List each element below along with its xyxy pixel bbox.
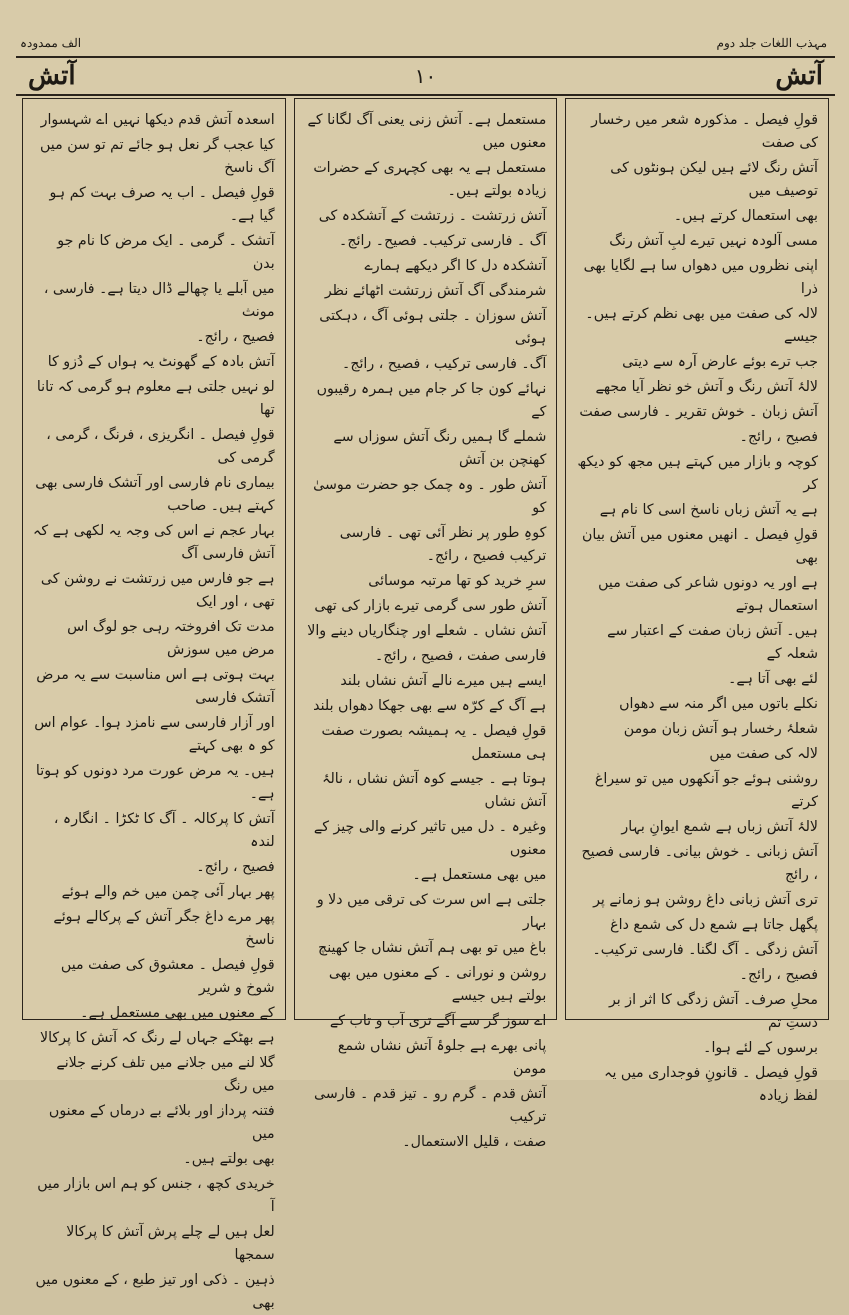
text-line: کوہِ طور پر نظر آئی تھی ۔ فارسی ترکیب فصیح ، رائج۔: [339, 525, 547, 564]
text-line: کے معنوں میں بھی مستعمل ہے۔: [80, 1005, 275, 1021]
text-line: فتنہ پرداز اور بلائے بے درماں کے معنوں میں: [48, 1103, 275, 1142]
column-left: [22, 98, 286, 1311]
text-line: ہے یہ آتش زباں ناسخ اسی کا نام ہے: [599, 502, 818, 518]
text-line: لالۂ آتش رنگ و آتش خو نظر آیا مجھے: [595, 379, 818, 395]
text-line: قولِ فیصل ۔ اب یہ صرف بہت کم ہو گیا ہے۔: [49, 185, 275, 224]
text-line: اسعدہ آتش قدم دیکھا نہیں اے شہسوار: [40, 112, 275, 128]
headword-left: آتش: [28, 61, 76, 91]
text-line: آتش زبانی ۔ خوش بیانی۔ فارسی فصیح ، رائج: [581, 844, 818, 883]
text-line: وغیرہ ۔ دل میں تاثیر کرنے والی چیز کے معنوں: [313, 819, 547, 858]
text-line: روشنی ہوئے جو آنکھوں میں تو سیراغ کرتے: [594, 771, 818, 810]
running-header: [20, 36, 827, 50]
text-line: فصیح ، رائج۔: [739, 429, 818, 445]
text-line: ذہین ۔ ذکی اور تیز طبع ، کے معنوں میں بھی: [35, 1272, 275, 1311]
text-line: برسوں کے لئے ہوا۔: [703, 1040, 818, 1056]
text-line: فارسی صفت ، فصیح ، رائج۔: [375, 648, 547, 664]
text-line: آتشک ۔ گرمی ۔ ایک مرض کا نام جو بدن: [57, 233, 275, 272]
column-middle: [294, 98, 558, 1150]
text-line: لالہ کی صفت میں: [709, 746, 818, 762]
text-line: ہے آگ کے کرّہ سے بھی جھکا دھواں بلند: [313, 698, 547, 714]
text-line: گلا لنے میں جلانے میں تلف کرنے جلانے میں رنگ: [56, 1055, 275, 1094]
text-line: پھر مرے داغ جگر آتش کے پرکالے ہوئے ناسخ: [53, 909, 275, 948]
text-line: قولِ فیصل ۔ انگریزی ، فرنگ ، گرمی ، گرمی کی: [46, 427, 275, 466]
text-line: آتش زبان ۔ خوش تقریر ۔ فارسی صفت: [579, 404, 818, 420]
text-line: فصیح ، رائج۔: [739, 967, 818, 983]
text-line: کیا عجب گر نعل ہو جائے تم تو سن میں آگ ناسخ: [40, 137, 275, 176]
text-columns: [18, 98, 833, 1311]
text-line: بیماری نام فارسی اور آتشک فارسی بھی کہتے ہیں۔ صاحب: [35, 475, 275, 514]
text-line: پانی بھرے ہے جلوۂ آتش نشاں شمع مومن: [337, 1038, 547, 1077]
text-line: صفت ، قلیل الاستعمال۔: [402, 1134, 547, 1150]
text-line: ہوتا ہے ۔ جیسے کوہ آتش نشاں ، نالۂ آتش نشاں: [322, 771, 547, 810]
text-line: شملے گا ہمیں رنگ آتش سوزاں سے کھنچن بن آتش: [333, 429, 547, 468]
text-line: لالۂ آتش زباں ہے شمع ایوانِ بہار: [621, 819, 818, 835]
text-line: آتش نشاں ۔ شعلے اور چنگاریاں دینے والا: [307, 623, 547, 639]
text-line: شعلۂ رخسار ہو آتش زبان مومن: [623, 721, 818, 737]
text-line: جب ترے بوئے عارض آرہ سے دیتی: [622, 354, 818, 370]
text-line: بہار عجم نے اس کی وجہ یہ لکھی ہے کہ آتش فارسی آگ: [33, 523, 275, 562]
text-line: میں آبلے یا چھالے ڈال دیتا ہے۔ فارسی ، مونث: [43, 281, 275, 320]
text-line: ہیں۔ یہ مرض عورت مرد دونوں کو ہوتا ہے۔: [35, 763, 275, 802]
book-title: مہذب اللغات جلد دوم: [716, 36, 827, 50]
text-line: لو نہیں جلتی ہے معلوم ہو گرمی کہ تانا تھا: [36, 379, 275, 418]
text-line: مستعمل ہے یہ بھی کچہری کے حضرات زیادہ بولتے ہیں۔: [313, 160, 547, 199]
text-line: بھی بولتے ہیں۔: [183, 1151, 275, 1167]
text-line: آگ ۔ فارسی ترکیب۔ فصیح۔ رائج۔: [339, 233, 547, 249]
text-line: پگھل جاتا ہے شمع دل کی شمع داغ: [610, 917, 818, 933]
page-number: ۱۰: [414, 64, 437, 88]
text-line: ایسے ہیں میرے نالے آتش نشاں بلند: [340, 673, 547, 689]
text-line: آتش کا پرکالہ ۔ آگ کا ٹکڑا ۔ انگارہ ، لندہ: [53, 811, 275, 850]
text-line: قولِ فیصل ۔ معشوق کی صفت میں شوخ و شریر: [60, 957, 275, 996]
section-title: الف ممدودہ: [20, 36, 82, 50]
text-line: مدت تک افروختہ رہی جو لوگ اس مرض میں سوزش: [67, 619, 275, 658]
text-line: اپنی نظروں میں دھواں سا ہے لگایا بھی ذرا: [583, 258, 818, 297]
text-line: ہیں۔ آتش زبان صفت کے اعتبار سے شعلہ کے: [607, 623, 818, 662]
text-line: ہے اور یہ دونوں شاعر کی صفت میں استعمال ہوتے: [598, 575, 818, 614]
text-line: اے سوز گر سے آگے تری آب و تاب کے: [329, 1013, 547, 1029]
text-line: قولِ فیصل ۔ یہ ہمیشہ بصورت صفت ہی مستعمل: [321, 723, 547, 762]
text-line: فصیح ، رائج۔: [196, 329, 275, 345]
text-line: روشن و نورانی ۔ کے معنوں میں بھی بولتے ہیں جیسے: [328, 965, 547, 1004]
text-line: جلتی ہے اس سرت کی ترقی میں دلا و بہار: [316, 892, 547, 931]
text-line: آتش سوزان ۔ جلتی ہوئی آگ ، دہکتی ہوئی: [319, 308, 547, 347]
text-line: قولِ فیصل ۔ مذکورہ شعر میں رخسار کی صفت: [591, 112, 818, 151]
text-line: ہے جو فارس میں زرتشت نے روشن کی تھی ، اور ایک: [40, 571, 275, 610]
text-line: آتش طور ۔ وہ چمک جو حضرت موسیٰ کو: [313, 477, 547, 516]
text-line: خریدی کچھ ، جنس کو ہم اس بازار میں آ: [37, 1176, 275, 1215]
text-line: شرمندگی آگ آتش زرتشت اٹھائے نظر: [324, 283, 547, 299]
text-line: باغ میں تو بھی ہم آتش نشاں جا کھینچ: [318, 940, 547, 956]
text-line: قولِ فیصل ۔ قانونِ فوجداری میں یہ لفظ زیادہ: [604, 1065, 818, 1104]
text-line: آتشکدہ دل کا اگر دیکھے ہمارے: [364, 258, 547, 274]
text-line: مسی آلودہ نہیں تیرے لبِ آتش رنگ: [609, 233, 818, 249]
text-line: آتش زدگی ۔ آگ لگنا۔ فارسی ترکیب۔: [592, 942, 818, 958]
text-line: کوچہ و بازار میں کہتے ہیں مجھ کو دیکھ کر: [577, 454, 818, 493]
text-line: قولِ فیصل ۔ انھیں معنوں میں آتش بیان بھی: [581, 527, 818, 566]
text-line: اور آزار فارسی سے نامزد ہوا۔ عوام اس کو ہ بھی کہتے: [34, 715, 275, 754]
text-line: آگ۔ فارسی ترکیب ، فصیح ، رائج۔: [342, 356, 547, 372]
page-header: [16, 56, 835, 96]
text-line: لالہ کی صفت میں بھی نظم کرتے ہیں۔ جیسے: [585, 306, 818, 345]
text-line: آتش رنگ لائے ہیں لیکن ہونٹوں کی توصیف میں: [610, 160, 818, 199]
text-line: نکلے باتوں میں اگر منہ سے دھواں: [619, 696, 818, 712]
text-line: مستعمل ہے۔ آتش زنی یعنی آگ لگانا کے معنوں میں: [307, 112, 547, 151]
text-line: بہت ہوتی ہے اس مناسبت سے یہ مرض آتشک فارسی: [36, 667, 275, 706]
text-line: سرِ خرید کو تھا مرتبہ موسائی: [368, 573, 547, 589]
text-line: محلِ صرف۔ آتش زدگی کا اثر از بر دستِ تم: [608, 992, 818, 1031]
text-line: پھر بہار آئی چمن میں خم والے ہوئے: [61, 884, 275, 900]
text-line: آتش قدم ۔ گرم رو ۔ تیز قدم ۔ فارسی ترکیب: [314, 1086, 547, 1125]
text-line: تری آتش زبانی داغ روشن ہو زمانے پر: [593, 892, 818, 908]
headword-right: آتش: [775, 61, 823, 91]
text-line: میں بھی مستعمل ہے۔: [412, 867, 547, 883]
text-line: لئے بھی آتا ہے۔: [728, 671, 818, 687]
column-right: [565, 98, 829, 1104]
text-line: آتش طور سی گرمی تیرے بازار کی تھی: [314, 598, 547, 614]
text-line: لعل ہیں لے چلے پرش آتش کا پرکالا سمجھا: [66, 1224, 275, 1263]
text-line: آتش بادہ کے گھونٹ یہ ہواں کے دُزو کا: [47, 354, 275, 370]
text-line: بھی استعمال کرتے ہیں۔: [673, 208, 818, 224]
text-line: فصیح ، رائج۔: [196, 859, 275, 875]
text-line: ہے بھٹکے جہاں لے رنگ کہ آتش کا پرکالا: [40, 1030, 275, 1046]
text-line: آتش زرتشت ۔ زرتشت کے آتشکدہ کی: [318, 208, 547, 224]
text-line: نہائے کون جا کر جام میں ہمرہ رقیبوں کے: [316, 381, 547, 420]
